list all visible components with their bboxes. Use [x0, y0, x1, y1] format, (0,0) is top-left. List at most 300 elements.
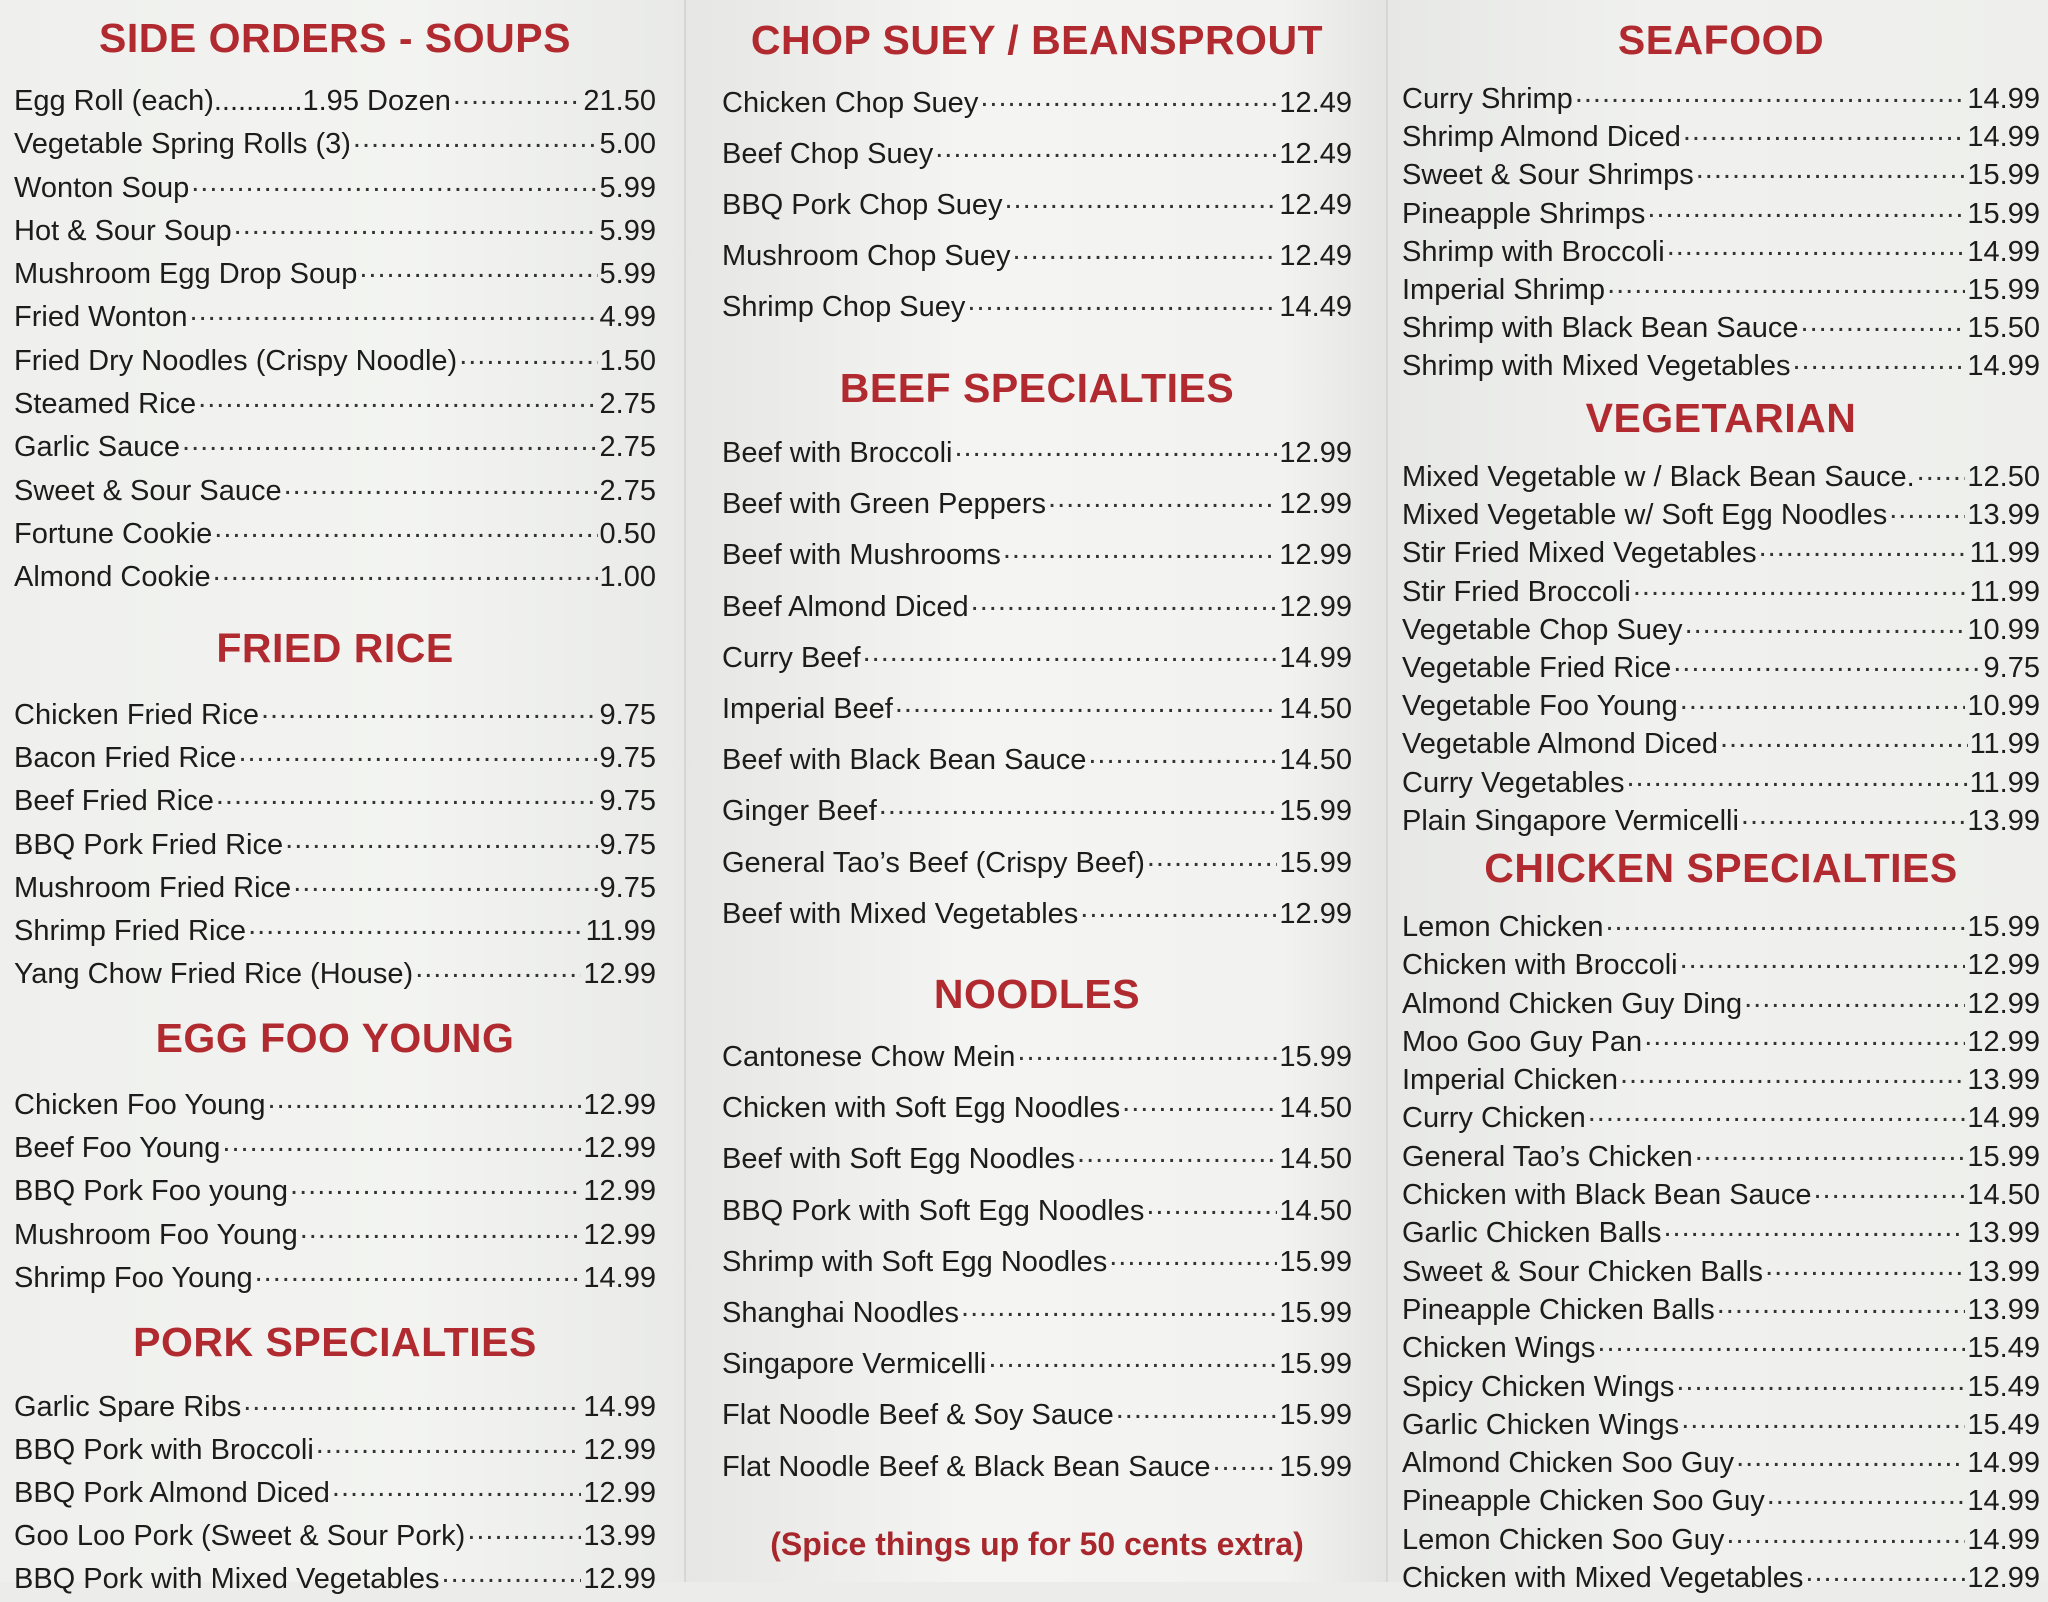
menu-item-name: Beef with Soft Egg Noodles [722, 1143, 1076, 1176]
section-heading: FRIED RICE [216, 625, 454, 671]
menu-item [14, 1215, 656, 1258]
menu-item-list [14, 81, 656, 601]
menu-item-price: 13.99 [1967, 499, 2040, 532]
menu-item-name: Vegetable Chop Suey [1402, 613, 1683, 646]
menu-item-price: 5.99 [599, 171, 656, 204]
menu-item-price: 12.49 [1279, 138, 1352, 170]
menu-item [1402, 79, 2040, 117]
menu-item-name: BBQ Pork Chop Suey [722, 189, 1003, 221]
menu-item [14, 738, 656, 781]
menu-item [1402, 572, 2040, 610]
menu-item-price: 11.99 [1969, 575, 2040, 608]
menu-item-price: 12.99 [583, 1477, 656, 1509]
dot-leader [359, 254, 597, 283]
menu-item-name: Chicken Wings [1402, 1332, 1596, 1365]
menu-item-name: Chicken Foo Young [14, 1089, 266, 1121]
dot-leader [1626, 763, 1967, 792]
dot-leader [182, 427, 598, 456]
menu-item [722, 843, 1352, 894]
menu-item-name: Wonton Soup [14, 171, 190, 204]
menu-item-name: Ginger Beef [722, 795, 877, 828]
menu-item-name: Shrimp Foo Young [14, 1261, 253, 1294]
menu-item [1402, 232, 2040, 270]
menu-item-price: 12.99 [583, 1434, 656, 1466]
menu-item-name: Cantonese Chow Mein [722, 1041, 1016, 1073]
dot-leader [1013, 236, 1278, 265]
menu-item [1402, 1481, 2040, 1519]
menu-item [722, 484, 1352, 535]
menu-item [1402, 270, 2040, 308]
menu-item-price: 2.75 [599, 388, 656, 421]
dot-leader [353, 124, 598, 153]
menu-item [1402, 984, 2040, 1022]
section-heading: SEAFOOD [1617, 17, 1825, 63]
menu-item-name: Almond Chicken Soo Guy [1402, 1447, 1735, 1480]
menu-item [1402, 1098, 2040, 1136]
menu-item [14, 81, 656, 124]
menu-section [14, 15, 656, 601]
menu-item-list [1402, 907, 2040, 1596]
dot-leader [300, 1215, 582, 1244]
menu-item [722, 1344, 1352, 1395]
menu-section [722, 971, 1352, 1563]
menu-item-price: 1.00 [599, 561, 656, 594]
menu-item-name: Bacon Fried Rice [14, 742, 237, 775]
menu-item [722, 1191, 1352, 1242]
menu-item [722, 894, 1352, 945]
menu-item-name: Sweet & Sour Chicken Balls [1402, 1255, 1764, 1288]
menu-item-price: 14.99 [1967, 121, 2040, 154]
menu-item-name: Hot & Sour Soup [14, 214, 232, 247]
menu-item [14, 1085, 656, 1128]
menu-item-name: Garlic Sauce [14, 431, 181, 464]
menu-item [1402, 945, 2040, 983]
menu-item-name: Vegetable Almond Diced [1402, 728, 1718, 761]
menu-item [1402, 1290, 2040, 1328]
menu-item [1402, 495, 2040, 533]
menu-item-price: 12.99 [583, 1175, 656, 1208]
menu-item-name: Shrimp Chop Suey [722, 291, 966, 323]
menu-item [722, 1088, 1352, 1139]
menu-panel-center [684, 0, 1386, 1582]
menu-item [14, 1473, 656, 1516]
menu-item-price: 10.99 [1967, 690, 2040, 723]
menu-item [722, 535, 1352, 586]
menu-item-price: 12.99 [1279, 488, 1352, 521]
menu-item-price: 12.99 [583, 1089, 656, 1121]
menu-item-name: Garlic Chicken Balls [1402, 1217, 1662, 1250]
section-heading: NOODLES [933, 971, 1141, 1017]
dot-leader [1663, 1213, 1965, 1242]
menu-item [1402, 1405, 2040, 1443]
dot-leader [415, 954, 581, 983]
menu-item-name: Mushroom Foo Young [14, 1218, 298, 1251]
menu-item-name: Stir Fried Broccoli [1402, 575, 1631, 608]
menu-item-price: 14.99 [583, 1261, 656, 1294]
dot-leader [261, 695, 598, 724]
menu-item-price: 9.75 [599, 742, 656, 775]
menu-item-name: Beef Fried Rice [14, 785, 214, 818]
menu-item-name: Plain Singapore Vermicelli [1402, 804, 1739, 837]
menu-item-price: 12.99 [1279, 897, 1352, 930]
dot-leader [234, 211, 598, 240]
menu-item-price: 13.99 [1967, 1217, 2040, 1250]
menu-item-price: 14.50 [1279, 1194, 1352, 1227]
menu-item-name: Curry Vegetables [1402, 766, 1625, 799]
dot-leader [1633, 572, 1968, 601]
menu-section [1402, 395, 2040, 839]
menu-item [14, 1258, 656, 1301]
dot-leader [1116, 1395, 1278, 1424]
menu-item-price: 12.99 [1279, 539, 1352, 572]
menu-item-price: 12.50 [1967, 461, 2040, 493]
menu-item [1402, 907, 2040, 945]
dot-leader [980, 83, 1277, 112]
menu-item-name: Vegetable Fried Rice [1402, 651, 1672, 684]
menu-item-name: Pineapple Chicken Balls [1402, 1293, 1715, 1326]
dot-leader [332, 1473, 582, 1502]
menu-item [1402, 346, 2040, 384]
menu-item-price: 9.75 [599, 785, 656, 818]
menu-item-name: Beef with Mixed Vegetables [722, 897, 1079, 930]
menu-item [1402, 1252, 2040, 1290]
menu-item [1402, 155, 2040, 193]
dot-leader [1765, 1252, 1965, 1281]
menu-item-name: General Tao’s Beef (Crispy Beef) [722, 846, 1145, 879]
menu-item-price: 12.99 [583, 958, 656, 991]
menu-item-price: 14.99 [1967, 235, 2040, 268]
menu-item-price: 13.99 [583, 1520, 656, 1552]
menu-item-price: 15.99 [1967, 911, 2040, 943]
menu-item-list [14, 1085, 656, 1301]
menu-item [14, 911, 656, 954]
dot-leader [216, 781, 598, 810]
dot-leader [467, 1516, 581, 1545]
section-heading: PORK SPECIALTIES [133, 1319, 537, 1365]
menu-item-name: Chicken with Mixed Vegetables [1402, 1562, 1804, 1595]
menu-section [722, 365, 1352, 945]
menu-item-name: Pineapple Shrimps [1402, 197, 1646, 230]
menu-item-name: Almond Chicken Guy Ding [1402, 987, 1743, 1020]
menu-item [14, 1516, 656, 1559]
menu-item-price: 9.75 [599, 699, 656, 731]
menu-item-price: 5.00 [599, 128, 656, 161]
menu-item [1402, 194, 2040, 232]
menu-item-price: 15.49 [1967, 1408, 2040, 1441]
menu-item-price: 14.50 [1279, 692, 1352, 725]
menu-item-name: Vegetable Foo Young [1402, 690, 1678, 723]
menu-item [1402, 1137, 2040, 1175]
menu-item-list [1402, 457, 2040, 839]
dot-leader [1744, 984, 1965, 1013]
dot-leader [213, 557, 598, 586]
dot-leader [955, 433, 1278, 462]
menu-item-price: 2.75 [599, 474, 656, 507]
menu-item-price: 12.99 [1967, 1025, 2040, 1058]
menu-item [14, 514, 656, 557]
menu-item [14, 781, 656, 824]
menu-item-name: Imperial Beef [722, 692, 893, 725]
menu-item [14, 1559, 656, 1602]
dot-leader [1681, 1405, 1965, 1434]
menu-item-price: 14.99 [1967, 1102, 2040, 1135]
menu-item [14, 695, 656, 738]
menu-item [14, 427, 656, 470]
menu-section [722, 17, 1352, 338]
dot-leader [1597, 1328, 1965, 1357]
menu-item-price: 14.50 [1279, 1143, 1352, 1176]
dot-leader [214, 514, 597, 543]
dot-leader [284, 471, 598, 500]
menu-item-name: Sweet & Sour Sauce [14, 474, 282, 507]
menu-item-name: Shrimp Almond Diced [1402, 121, 1681, 154]
menu-item-price: 15.99 [1967, 197, 2040, 230]
menu-item-price: 12.99 [583, 1218, 656, 1251]
menu-item-list [722, 1037, 1352, 1498]
menu-item-price: 15.99 [1279, 1399, 1352, 1432]
menu-item [722, 287, 1352, 338]
section-heading: SIDE ORDERS - SOUPS [99, 15, 571, 61]
dot-leader [1801, 308, 1966, 337]
menu-section [14, 1319, 656, 1602]
menu-item-name: Curry Chicken [1402, 1102, 1586, 1135]
menu-item-name: Mixed Vegetable w / Black Bean Sauce. [1402, 461, 1915, 493]
menu-item-price: 14.99 [1967, 1447, 2040, 1480]
menu-item-name: Chicken Fried Rice [14, 699, 259, 731]
menu-item-list [14, 695, 656, 997]
dot-leader [1212, 1447, 1277, 1476]
dot-leader [1720, 724, 1968, 753]
menu-item-name: Beef with Broccoli [722, 437, 953, 469]
menu-item-price: 15.99 [1279, 1041, 1352, 1073]
menu-item [722, 1447, 1352, 1498]
menu-item [14, 168, 656, 211]
menu-item-name: BBQ Pork with Mixed Vegetables [14, 1563, 440, 1595]
menu-item [722, 740, 1352, 791]
menu-item-price: 5.99 [599, 258, 656, 291]
menu-item-price: 11.99 [1969, 728, 2040, 761]
menu-item-price: 14.49 [1279, 291, 1352, 323]
menu-item [14, 471, 656, 514]
menu-item [722, 1395, 1352, 1446]
menu-item-name: Spicy Chicken Wings [1402, 1370, 1675, 1403]
section-heading: CHOP SUEY / BEANSPROUT [750, 17, 1324, 63]
menu-panel-right [1386, 0, 2048, 1595]
dot-leader [222, 1128, 581, 1157]
dot-leader [967, 287, 1277, 316]
menu-item [722, 134, 1352, 185]
section-heading: CHICKEN SPECIALTIES [1484, 845, 1958, 891]
menu-item-name: Flat Noodle Beef & Soy Sauce [722, 1399, 1114, 1432]
dot-leader [1122, 1088, 1277, 1117]
dot-leader [1606, 907, 1966, 936]
dot-leader [290, 1171, 581, 1200]
menu-item-name: Mixed Vegetable w/ Soft Egg Noodles [1402, 499, 1888, 532]
menu-item [722, 689, 1352, 740]
menu-item-price: 11.99 [1969, 766, 2040, 799]
menu-item [722, 1242, 1352, 1293]
menu-item [14, 341, 656, 384]
menu-item-name: General Tao’s Chicken [1402, 1140, 1693, 1173]
menu-item-name: Beef with Green Peppers [722, 488, 1047, 521]
menu-item-price: 14.50 [1967, 1179, 2040, 1212]
menu-item-price: 14.99 [1967, 1523, 2040, 1556]
dot-leader [238, 738, 597, 767]
menu-item-name: Goo Loo Pork (Sweet & Sour Pork) [14, 1520, 466, 1552]
dot-leader [971, 587, 1278, 616]
dot-leader [1917, 457, 1966, 486]
dot-leader [1683, 117, 1966, 146]
menu-item-name: Shrimp with Broccoli [1402, 235, 1665, 268]
dot-leader [255, 1258, 582, 1287]
dot-leader [1588, 1098, 1966, 1127]
dot-leader [1003, 535, 1278, 564]
dot-leader [442, 1559, 582, 1588]
menu-item [722, 587, 1352, 638]
dot-leader [1048, 484, 1277, 513]
menu-item-price: 9.75 [599, 871, 656, 904]
menu-item [14, 384, 656, 427]
menu-item-name: Fried Dry Noodles (Crispy Noodle) [14, 344, 458, 377]
menu-item-list [14, 1387, 656, 1602]
menu-item-name: Curry Shrimp [1402, 83, 1573, 115]
menu-item-price: 15.99 [1967, 159, 2040, 192]
menu-item-price: 4.99 [599, 301, 656, 334]
menu-item-name: Beef Almond Diced [722, 590, 969, 623]
menu-item-name: Chicken Chop Suey [722, 87, 979, 119]
menu-item-name: BBQ Pork Almond Diced [14, 1477, 330, 1509]
menu-item-name: Garlic Spare Ribs [14, 1391, 242, 1423]
menu-item [1402, 1367, 2040, 1405]
menu-item [1402, 610, 2040, 648]
dot-leader [191, 168, 597, 197]
dot-leader [293, 868, 597, 897]
menu-item-name: BBQ Pork Foo young [14, 1175, 289, 1208]
menu-item-name: Garlic Chicken Wings [1402, 1408, 1680, 1441]
menu-item-name: Shrimp with Soft Egg Noodles [722, 1245, 1108, 1278]
dot-leader [1004, 185, 1277, 214]
menu-item-price: 5.99 [599, 214, 656, 247]
dot-leader [988, 1344, 1277, 1373]
menu-item-name: Stir Fried Mixed Vegetables [1402, 537, 1757, 570]
menu-item-price: 14.99 [1967, 350, 2040, 383]
dot-leader [863, 638, 1278, 667]
menu-item [14, 1128, 656, 1171]
menu-item-price: 12.99 [1279, 437, 1352, 469]
menu-item-name: Sweet & Sour Shrimps [1402, 159, 1694, 192]
dot-leader [1673, 648, 1981, 677]
section-heading: EGG FOO YOUNG [155, 1015, 515, 1061]
menu-item [722, 236, 1352, 287]
dot-leader [1726, 1520, 1965, 1549]
menu-item-price: 12.99 [1967, 987, 2040, 1020]
dot-leader [268, 1085, 582, 1114]
menu-item [1402, 308, 2040, 346]
dot-leader [1741, 801, 1966, 830]
menu-item [14, 825, 656, 868]
menu-item-price: 15.99 [1279, 1348, 1352, 1381]
menu-item-name: Moo Goo Guy Pan [1402, 1025, 1643, 1058]
menu-item-name: Pineapple Chicken Soo Guy [1402, 1485, 1765, 1518]
menu-item-price: 9.75 [1983, 651, 2040, 684]
menu-item-price: 12.49 [1279, 240, 1352, 272]
menu-item [1402, 1060, 2040, 1098]
dot-leader [1667, 232, 1966, 261]
menu-item [722, 433, 1352, 484]
menu-item-name: Chicken with Black Bean Sauce [1402, 1179, 1812, 1212]
dot-leader [1676, 1367, 1965, 1396]
menu-item [1402, 686, 2040, 724]
menu-item-price: 15.49 [1967, 1370, 2040, 1403]
menu-item-name: Yang Chow Fried Rice (House) [14, 958, 414, 991]
menu-item-name: Flat Noodle Beef & Black Bean Sauce [722, 1450, 1211, 1483]
dot-leader [453, 81, 582, 110]
dot-leader [1696, 155, 1966, 184]
section-heading: BEEF SPECIALTIES [839, 365, 1235, 411]
menu-item-name: Chicken with Broccoli [1402, 949, 1678, 982]
dot-leader [1813, 1175, 1965, 1204]
menu-item [14, 1430, 656, 1473]
menu-item-price: 13.99 [1967, 1255, 2040, 1288]
dot-leader [243, 1387, 581, 1416]
menu-item-name: BBQ Pork with Broccoli [14, 1434, 314, 1466]
dot-leader [316, 1430, 582, 1459]
menu-item [722, 83, 1352, 134]
dot-leader [1077, 1139, 1277, 1168]
menu-item-price: 15.99 [1967, 1140, 2040, 1173]
menu-item-price: 12.99 [583, 1563, 656, 1595]
dot-leader [961, 1293, 1277, 1322]
menu-item-price: 12.99 [583, 1132, 656, 1165]
menu-item [1402, 1520, 2040, 1558]
menu-item [722, 791, 1352, 842]
menu-panel-left [0, 0, 684, 1595]
menu-item-name: Shrimp with Mixed Vegetables [1402, 350, 1791, 383]
menu-item-price: 15.99 [1279, 1296, 1352, 1329]
menu-item-price: 13.99 [1967, 1293, 2040, 1326]
menu-item [1402, 1175, 2040, 1213]
menu-item-name: Beef Foo Young [14, 1132, 221, 1165]
menu-item [722, 185, 1352, 236]
menu-item [1402, 801, 2040, 839]
menu-item [1402, 1328, 2040, 1366]
menu-item-price: 15.50 [1967, 312, 2040, 345]
dot-leader [1695, 1137, 1966, 1166]
menu-item [14, 124, 656, 167]
menu-item-name: Mushroom Fried Rice [14, 871, 292, 904]
menu-item-name: Fortune Cookie [14, 517, 213, 550]
dot-leader [1759, 533, 1968, 562]
menu-item-price: 13.99 [1967, 1064, 2040, 1097]
menu-item [1402, 763, 2040, 801]
menu-item [722, 1139, 1352, 1190]
menu-item-price: 10.99 [1967, 613, 2040, 646]
menu-item-name: Imperial Chicken [1402, 1064, 1618, 1097]
menu-item [1402, 1443, 2040, 1481]
menu-item [14, 954, 656, 997]
dot-leader [1607, 270, 1965, 299]
menu-item-price: 15.99 [1967, 273, 2040, 306]
dot-leader [1680, 686, 1966, 715]
menu-item-name: Fried Wonton [14, 301, 188, 334]
menu-item-price: 21.50 [583, 85, 656, 117]
dot-leader [1620, 1060, 1965, 1089]
menu-item-price: 12.49 [1279, 189, 1352, 221]
menu-item-price: 14.99 [1967, 83, 2040, 115]
dot-leader [935, 134, 1277, 163]
menu-item-name: Beef with Black Bean Sauce [722, 744, 1087, 777]
menu-item-price: 9.75 [599, 828, 656, 861]
